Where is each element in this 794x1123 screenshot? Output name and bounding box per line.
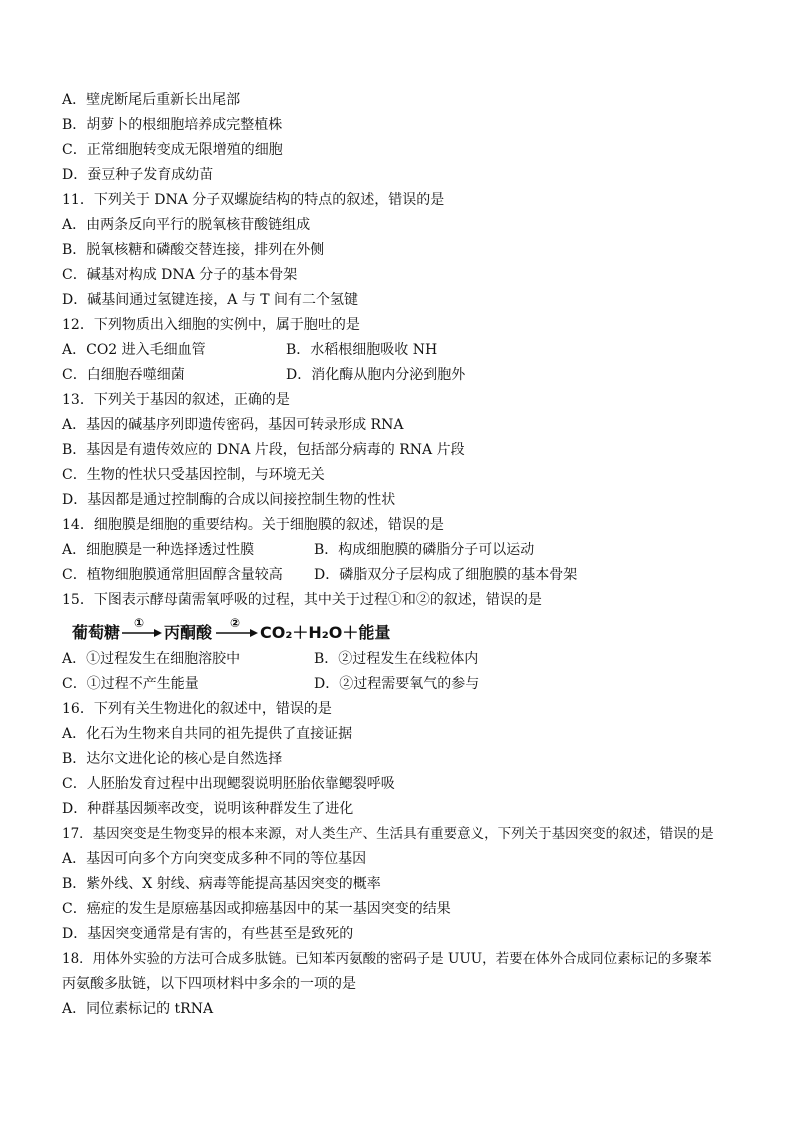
option-line: C．正常细胞转变成无限增殖的细胞 <box>62 142 283 158</box>
option-b: B．构成细胞膜的磷脂分子可以运动 <box>314 542 535 558</box>
question-18-stem: 18．用体外实验的方法可合成多肽链。已知苯丙氨酸的密码子是 UUU，若要在体外合成同位素标记的多聚苯 <box>62 951 712 967</box>
arrow-head-icon <box>154 629 162 637</box>
question-17-stem: 17．基因突变是生物变异的根本来源，对人类生产、生活具有重要意义，下列关于基因突变的叙述，错误的是 <box>62 826 714 842</box>
option-c: C．植物细胞膜通常胆固醇含量较高 <box>62 567 283 583</box>
option-row <box>62 538 742 563</box>
option-line: D．基因突变通常是有害的，有些甚至是致死的 <box>62 926 354 942</box>
option-d: D．磷脂双分子层构成了细胞膜的基本骨架 <box>314 567 578 583</box>
question-15-stem: 15．下图表示酵母菌需氧呼吸的过程，其中关于过程①和②的叙述，错误的是 <box>62 592 542 608</box>
process-2-marker: ② <box>230 616 241 630</box>
option-a: A．细胞膜是一种选择透过性膜 <box>62 542 255 558</box>
option-a: A．①过程发生在细胞溶胶中 <box>62 651 241 667</box>
option-row <box>62 563 742 588</box>
option-b: B．水稻根细胞吸收 NH <box>286 342 438 358</box>
option-c: C．白细胞吞噬细菌 <box>62 367 185 383</box>
option-row <box>62 363 742 388</box>
option-b: B．②过程发生在线粒体内 <box>314 651 479 667</box>
option-line: A．化石为生物来自共同的祖先提供了直接证据 <box>62 726 353 742</box>
option-line: C．癌症的发生是原癌基因或抑癌基因中的某一基因突变的结果 <box>62 901 451 917</box>
option-line: D．基因都是通过控制酶的合成以间接控制生物的性状 <box>62 492 396 508</box>
option-line: B．紫外线、X 射线、病毒等能提高基因突变的概率 <box>62 876 381 892</box>
option-line: C．人胚胎发育过程中出现鳃裂说明胚胎依靠鳃裂呼吸 <box>62 776 395 792</box>
option-c: C．①过程不产生能量 <box>62 676 199 692</box>
formula-products: CO₂＋H₂O＋能量 <box>260 623 391 642</box>
arrow-head-icon <box>250 629 258 637</box>
option-d: D．消化酶从胞内分泌到胞外 <box>286 367 466 383</box>
option-line: A．壁虎断尾后重新长出尾部 <box>62 92 241 108</box>
formula-figure <box>70 613 430 647</box>
option-d: D．②过程需要氧气的参与 <box>314 676 480 692</box>
option-line: A．由两条反向平行的脱氧核苷酸链组成 <box>62 217 311 233</box>
question-11-stem: 11．下列关于 DNA 分子双螺旋结构的特点的叙述，错误的是 <box>62 192 445 208</box>
option-line: A．同位素标记的 tRNA <box>62 1001 214 1017</box>
question-18-stem-cont: 丙氨酸多肽链，以下四项材料中多余的一项的是 <box>62 976 356 992</box>
process-1-marker: ① <box>134 616 145 630</box>
question-12-stem: 12．下列物质出入细胞的实例中，属于胞吐的是 <box>62 317 360 333</box>
option-line: B．达尔文进化论的核心是自然选择 <box>62 751 283 767</box>
formula-glucose: 葡萄糖 <box>72 623 121 642</box>
option-line: D．种群基因频率改变，说明该种群发生了进化 <box>62 801 354 817</box>
option-line: C．生物的性状只受基因控制，与环境无关 <box>62 467 325 483</box>
option-a: A．CO2 进入毛细血管 <box>62 342 206 358</box>
question-16-stem: 16．下列有关生物进化的叙述中，错误的是 <box>62 701 332 717</box>
question-13-stem: 13．下列关于基因的叙述，正确的是 <box>62 392 290 408</box>
option-line: A．基因的碱基序列即遗传密码，基因可转录形成 RNA <box>62 417 404 433</box>
question-content <box>62 88 742 1022</box>
option-row <box>62 672 742 697</box>
question-14-stem: 14．细胞膜是细胞的重要结构。关于细胞膜的叙述，错误的是 <box>62 517 444 533</box>
option-line: D．碱基间通过氢键连接，A 与 T 间有二个氢键 <box>62 292 359 308</box>
option-line: B．基因是有遗传效应的 DNA 片段，包括部分病毒的 RNA 片段 <box>62 442 465 458</box>
option-line: D．蚕豆种子发育成幼苗 <box>62 167 214 183</box>
option-row <box>62 647 742 672</box>
option-line: C．碱基对构成 DNA 分子的基本骨架 <box>62 267 298 283</box>
option-line: A．基因可向多个方向突变成多种不同的等位基因 <box>62 851 367 867</box>
option-row <box>62 338 742 363</box>
option-line: B．脱氧核糖和磷酸交替连接，排列在外侧 <box>62 242 325 258</box>
option-line: B．胡萝卜的根细胞培养成完整植株 <box>62 117 283 133</box>
formula-pyruvate: 丙酮酸 <box>164 623 213 642</box>
respiration-formula <box>62 613 742 647</box>
